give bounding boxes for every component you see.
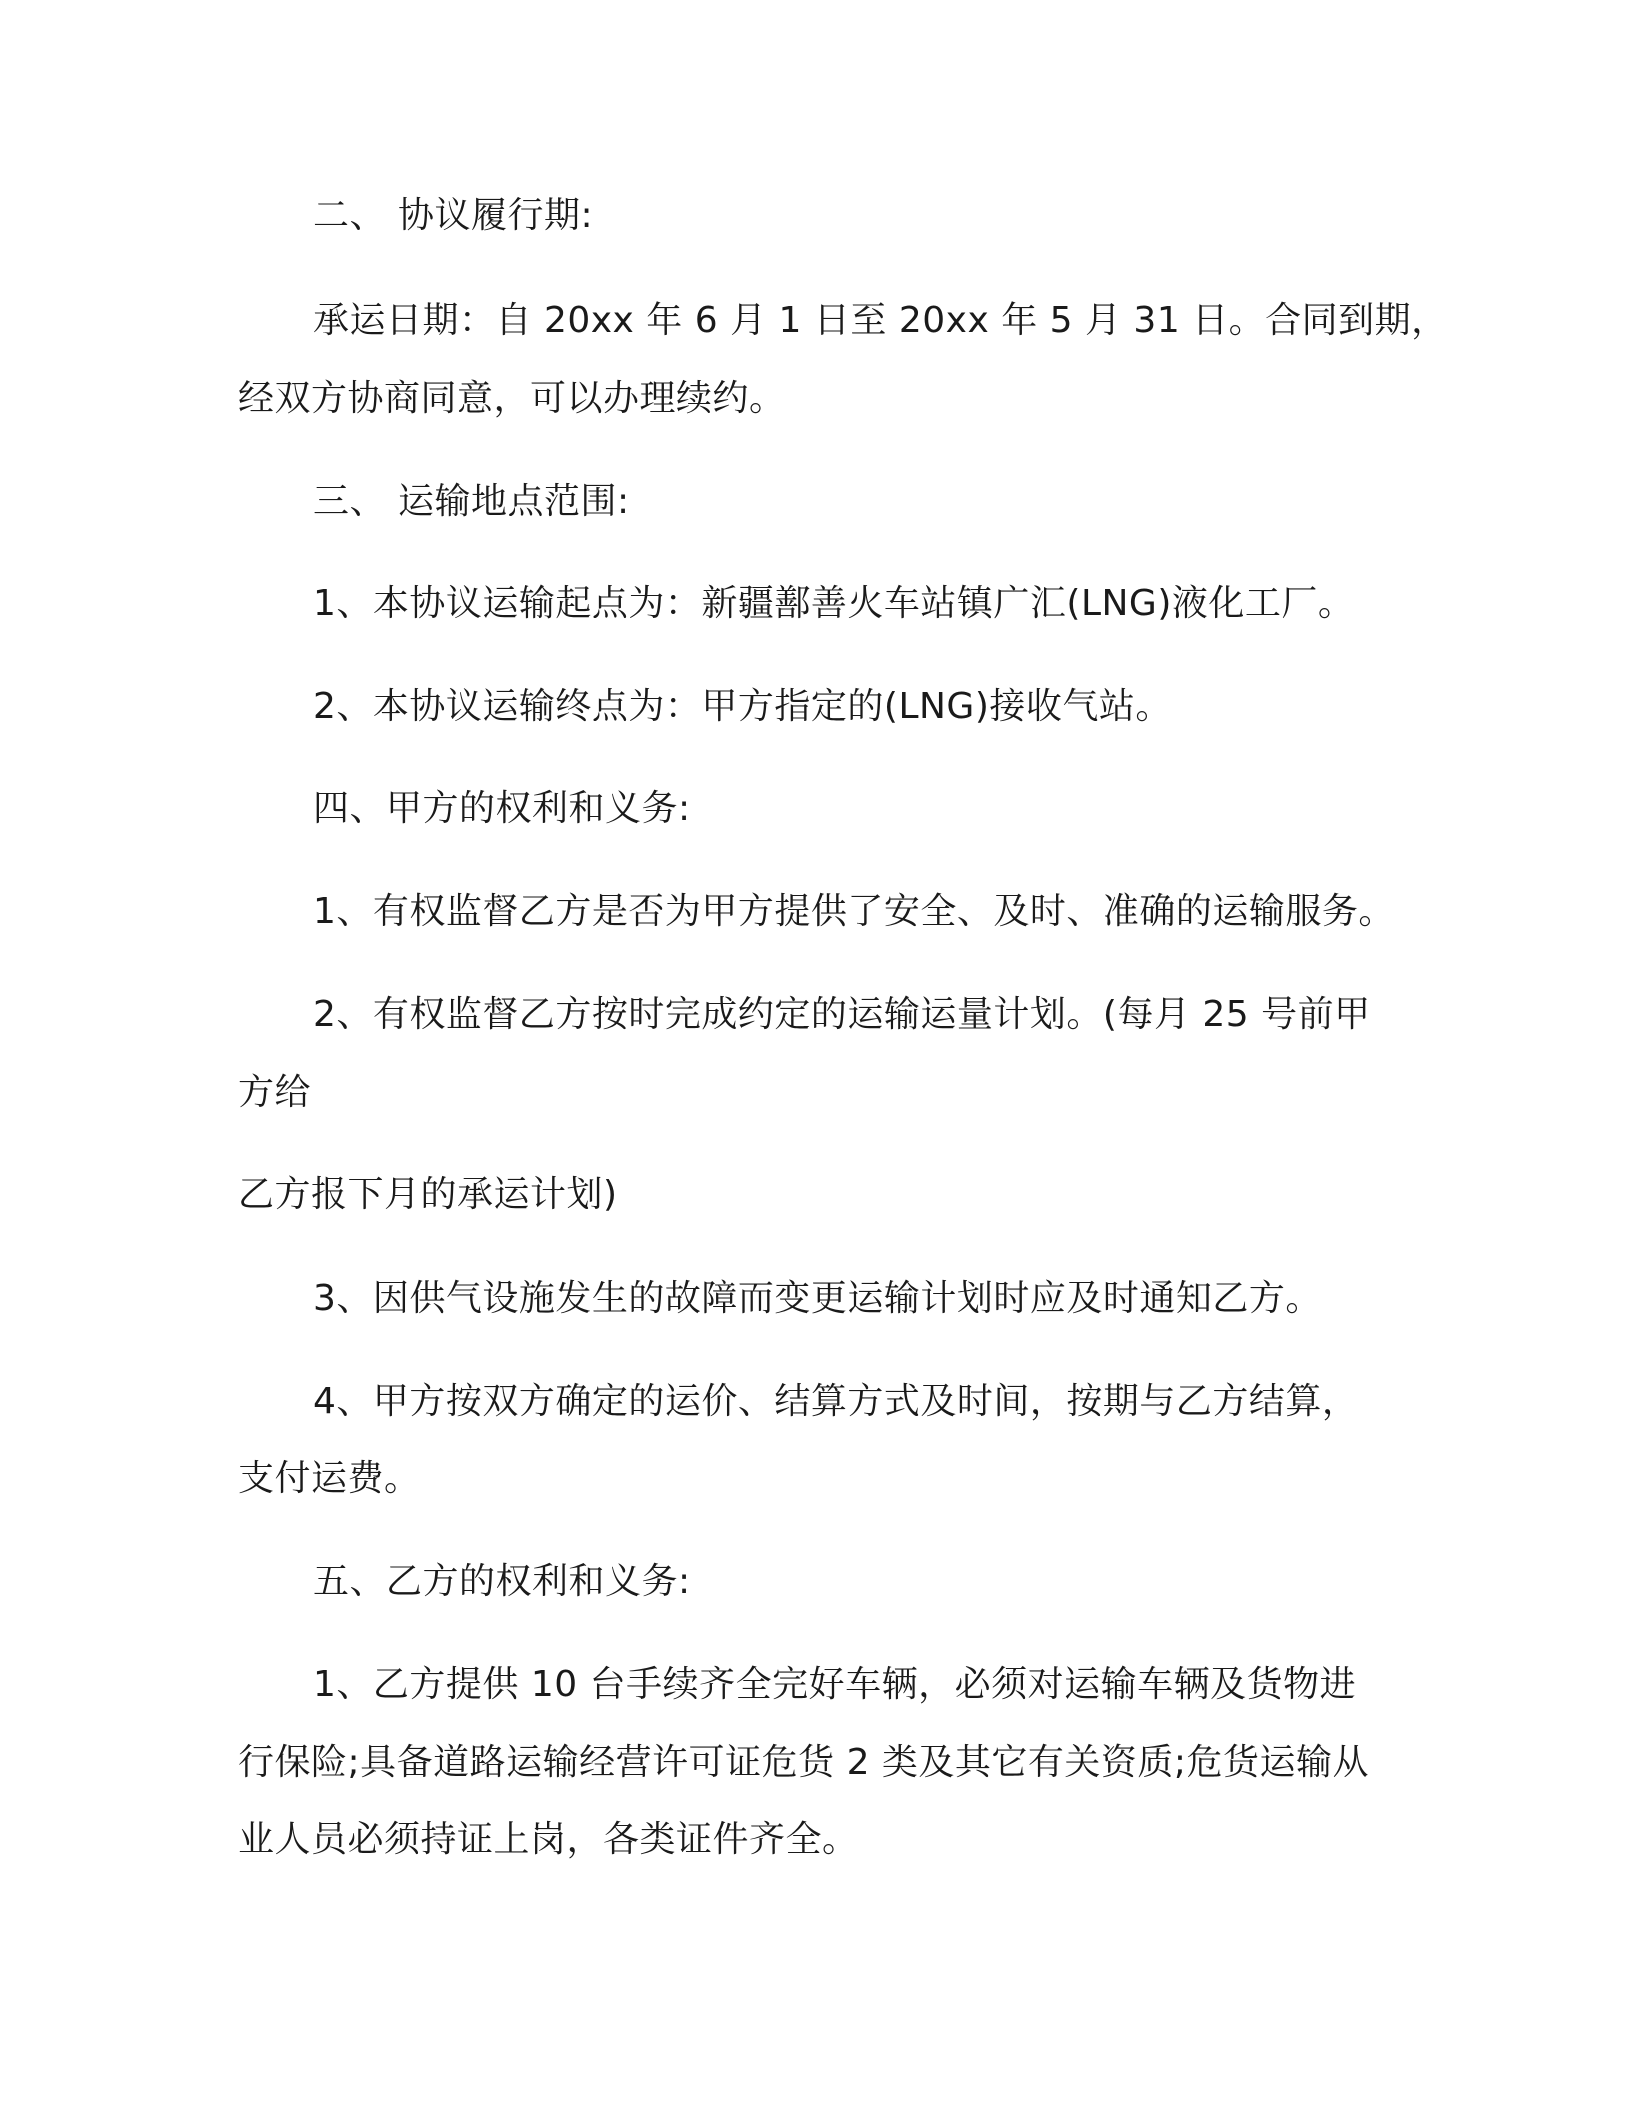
paragraph-line: 行保险;具备道路运输经营许可证危货 2 类及其它有关资质;危货运输从 <box>238 1742 1370 1783</box>
paragraph-line: 方给 <box>238 1072 312 1113</box>
paragraph-line: 支付运费。 <box>238 1458 421 1499</box>
paragraph-line: 经双方协商同意，可以办理续约。 <box>238 378 786 419</box>
section-heading-2: 二、 协议履行期: <box>313 195 594 236</box>
list-item: 3、因供气设施发生的故障而变更运输计划时应及时通知乙方。 <box>313 1278 1322 1319</box>
list-item: 1、乙方提供 10 台手续齐全完好车辆，必须对运输车辆及货物进 <box>313 1664 1357 1705</box>
section-heading-5: 五、乙方的权利和义务: <box>313 1561 691 1602</box>
list-item: 1、本协议运输起点为：新疆鄯善火车站镇广汇(LNG)液化工厂。 <box>313 583 1355 624</box>
section-heading-4: 四、甲方的权利和义务: <box>313 788 691 829</box>
section-heading-3: 三、 运输地点范围: <box>313 481 630 522</box>
list-item: 4、甲方按双方确定的运价、结算方式及时间，按期与乙方结算， <box>313 1381 1359 1422</box>
paragraph-line: 乙方报下月的承运计划) <box>238 1174 618 1215</box>
list-item: 1、有权监督乙方是否为甲方提供了安全、及时、准确的运输服务。 <box>313 891 1395 932</box>
paragraph-line: 承运日期：自 20xx 年 6 月 1 日至 20xx 年 5 月 31 日。合同到期， <box>313 300 1448 341</box>
list-item: 2、本协议运输终点为：甲方指定的(LNG)接收气站。 <box>313 686 1172 727</box>
paragraph-line: 业人员必须持证上岗，各类证件齐全。 <box>238 1819 859 1860</box>
list-item: 2、有权监督乙方按时完成约定的运输运量计划。(每月 25 号前甲 <box>313 994 1371 1035</box>
